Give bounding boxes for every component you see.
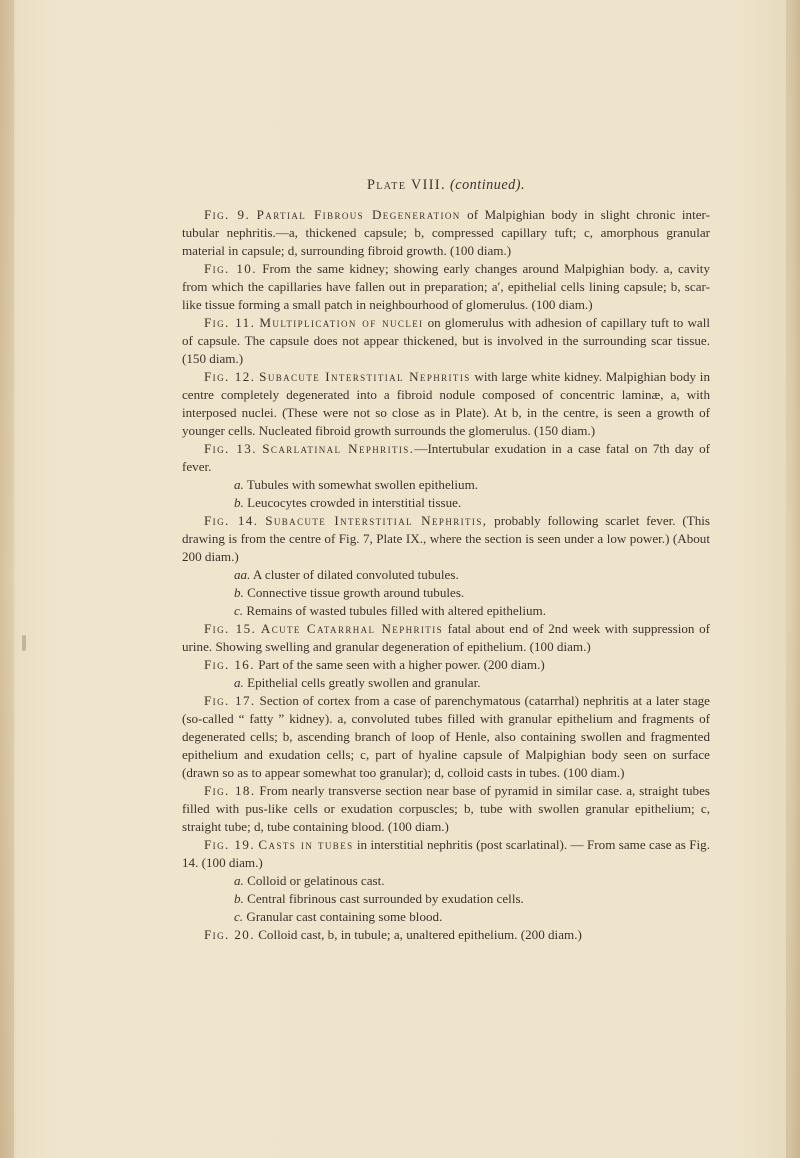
sub-item-text: A cluster of dilated convoluted tubules. bbox=[250, 567, 459, 582]
sub-item-text: Granular cast containing some blood. bbox=[243, 909, 443, 924]
figure-title: Casts in tubes bbox=[258, 837, 354, 852]
figure-title: Subacute Interstitial Nephritis bbox=[259, 369, 471, 384]
figure-label: Fig. 12. bbox=[204, 369, 256, 384]
figure-sub-item bbox=[182, 674, 710, 692]
figure-entry bbox=[182, 314, 710, 368]
sub-item-text: Connective tissue growth around tubules. bbox=[243, 585, 465, 600]
figure-entry bbox=[182, 620, 710, 656]
figure-label: Fig. 18. bbox=[204, 783, 256, 798]
figure-label: Fig. 15. bbox=[204, 621, 257, 636]
figure-description: in interstitial nephritis (post scarlatinal). — From same case as Fig. 14. (100 diam.) bbox=[182, 837, 710, 870]
figure-sub-item bbox=[182, 908, 710, 926]
plate-title: Plate VIII. bbox=[367, 177, 446, 193]
figure-label: Fig. 19. bbox=[204, 837, 256, 852]
sub-item-key: a. bbox=[234, 675, 244, 690]
figure-sub-item bbox=[182, 584, 710, 602]
sub-item-key: c. bbox=[234, 909, 244, 924]
figure-label: Fig. 9. bbox=[204, 207, 251, 222]
figure-label: Fig. 10. bbox=[204, 261, 257, 276]
figure-description: fatal about end of 2nd week with suppression of urine. Showing swelling and granular degeneration of epithelium. (100 diam.) bbox=[182, 621, 710, 654]
figure-label: Fig. 11. bbox=[204, 315, 256, 330]
figure-entry bbox=[182, 656, 710, 674]
figure-sub-item bbox=[182, 872, 710, 890]
figure-entry bbox=[182, 440, 710, 476]
sub-item-key: c. bbox=[234, 603, 244, 618]
figure-label: Fig. 14. bbox=[204, 513, 259, 528]
figure-sub-item bbox=[182, 602, 710, 620]
page-edge-stain-left bbox=[0, 0, 14, 1158]
figure-list bbox=[182, 206, 710, 944]
sub-item-key: b. bbox=[234, 495, 244, 510]
sub-item-text: Tubules with somewhat swollen epithelium. bbox=[243, 477, 479, 492]
sub-item-key: b. bbox=[234, 891, 244, 906]
figure-description: From nearly transverse section near base of pyramid in similar case. a, straight tubes filled with pus-like cells or exudation corpuscles; b, tube with swollen granular epithelium; c, straight tube; d, tube containing blood. (100 diam.) bbox=[182, 783, 710, 834]
figure-entry bbox=[182, 782, 710, 836]
figure-description: with large white kidney. Malpighian body in centre completely degenerated into a fibroid nodule composed of concentric laminæ, a, with interposed nuclei. (These were not so close as in Plate). At b, in the centre, is seen a growth of younger cells. Nucleated fibroid growth surrounds the glomerulus. (150 diam.) bbox=[182, 369, 710, 438]
sub-item-key: a. bbox=[234, 873, 244, 888]
figure-label: Fig. 17. bbox=[204, 693, 256, 708]
sub-item-text: Leucocytes crowded in interstitial tissue. bbox=[243, 495, 462, 510]
figure-description: —Intertubular exudation in a case fatal on 7th day of fever. bbox=[182, 441, 710, 474]
plate-description bbox=[182, 176, 710, 944]
sub-item-text: Remains of wasted tubules filled with altered epithelium. bbox=[243, 603, 546, 618]
sub-item-text: Central fibrinous cast surrounded by exudation cells. bbox=[243, 891, 524, 906]
figure-description: on glomerulus with adhesion of capillary tuft to wall of capsule. The capsule does not appear thickened, but is involved in the surrounding scar tissue. (150 diam.) bbox=[182, 315, 710, 366]
figure-label: Fig. 13. bbox=[204, 441, 257, 456]
figure-description: Part of the same seen with a higher power. (200 diam.) bbox=[258, 657, 545, 672]
sub-item-text: Colloid or gelatinous cast. bbox=[243, 873, 385, 888]
figure-title: Acute Catarrhal Nephritis bbox=[260, 621, 444, 636]
figure-title: Multiplication of nuclei bbox=[259, 315, 424, 330]
figure-description: probably following scarlet fever. (This drawing is from the centre of Fig. 7, Plate IX., where the section is seen under a low power.) (About 200 diam.) bbox=[182, 513, 710, 564]
figure-entry bbox=[182, 368, 710, 440]
plate-continued: (continued). bbox=[450, 177, 525, 193]
figure-sub-item bbox=[182, 890, 710, 908]
plate-heading bbox=[182, 176, 710, 194]
page-edge-stain-right bbox=[786, 0, 800, 1158]
figure-entry bbox=[182, 836, 710, 872]
figure-entry bbox=[182, 692, 710, 782]
figure-description: Section of cortex from a case of parenchymatous (catarrhal) nephritis at a later stage (so-called “ fatty ” kidney). a, convoluted tubes filled with granular epithelium and fragments of degenerated cells; b, ascending branch of loop of Henle, also containing swollen and fragmented epithelium and exudation cells; c, part of hyaline capsule of Malpighian body seen on surface (drawn so as to appear somewhat too granular); d, colloid casts in tubes. (100 diam.) bbox=[182, 693, 710, 780]
sub-item-text: Epithelial cells greatly swollen and granular. bbox=[243, 675, 481, 690]
figure-description: Colloid cast, b, in tubule; a, unaltered epithelium. (200 diam.) bbox=[258, 927, 582, 942]
figure-description: From the same kidney; showing early changes around Malpighian body. a, cavity from which the capillaries have fallen out in preparation; a′, epithelial cells lining capsule; b, scar-like tissue forming a small patch in neighbourhood of glomerulus. (100 diam.) bbox=[182, 261, 710, 312]
figure-title: Partial Fibrous Degeneration bbox=[256, 207, 461, 222]
figure-title: Subacute Interstitial Nephritis, bbox=[265, 513, 488, 528]
figure-description: of Malpighian body in slight chronic inter-tubular nephritis.—a, thickened capsule; b, compressed capillary tuft; c, amorphous granular material in capsule; d, surrounding fibroid growth. (100 diam.) bbox=[182, 207, 711, 258]
figure-entry bbox=[182, 206, 710, 260]
figure-label: Fig. 20. bbox=[204, 927, 255, 942]
figure-sub-item bbox=[182, 476, 710, 494]
figure-entry bbox=[182, 512, 710, 566]
figure-label: Fig. 16. bbox=[204, 657, 255, 672]
sub-item-key: b. bbox=[234, 585, 244, 600]
sub-item-key: a. bbox=[234, 477, 244, 492]
figure-entry bbox=[182, 260, 710, 314]
figure-entry bbox=[182, 926, 710, 944]
figure-sub-item bbox=[182, 494, 710, 512]
sub-item-key: aa. bbox=[234, 567, 251, 582]
figure-title: Scarlatinal Nephritis. bbox=[262, 441, 415, 456]
margin-mark bbox=[22, 635, 26, 651]
figure-sub-item bbox=[182, 566, 710, 584]
